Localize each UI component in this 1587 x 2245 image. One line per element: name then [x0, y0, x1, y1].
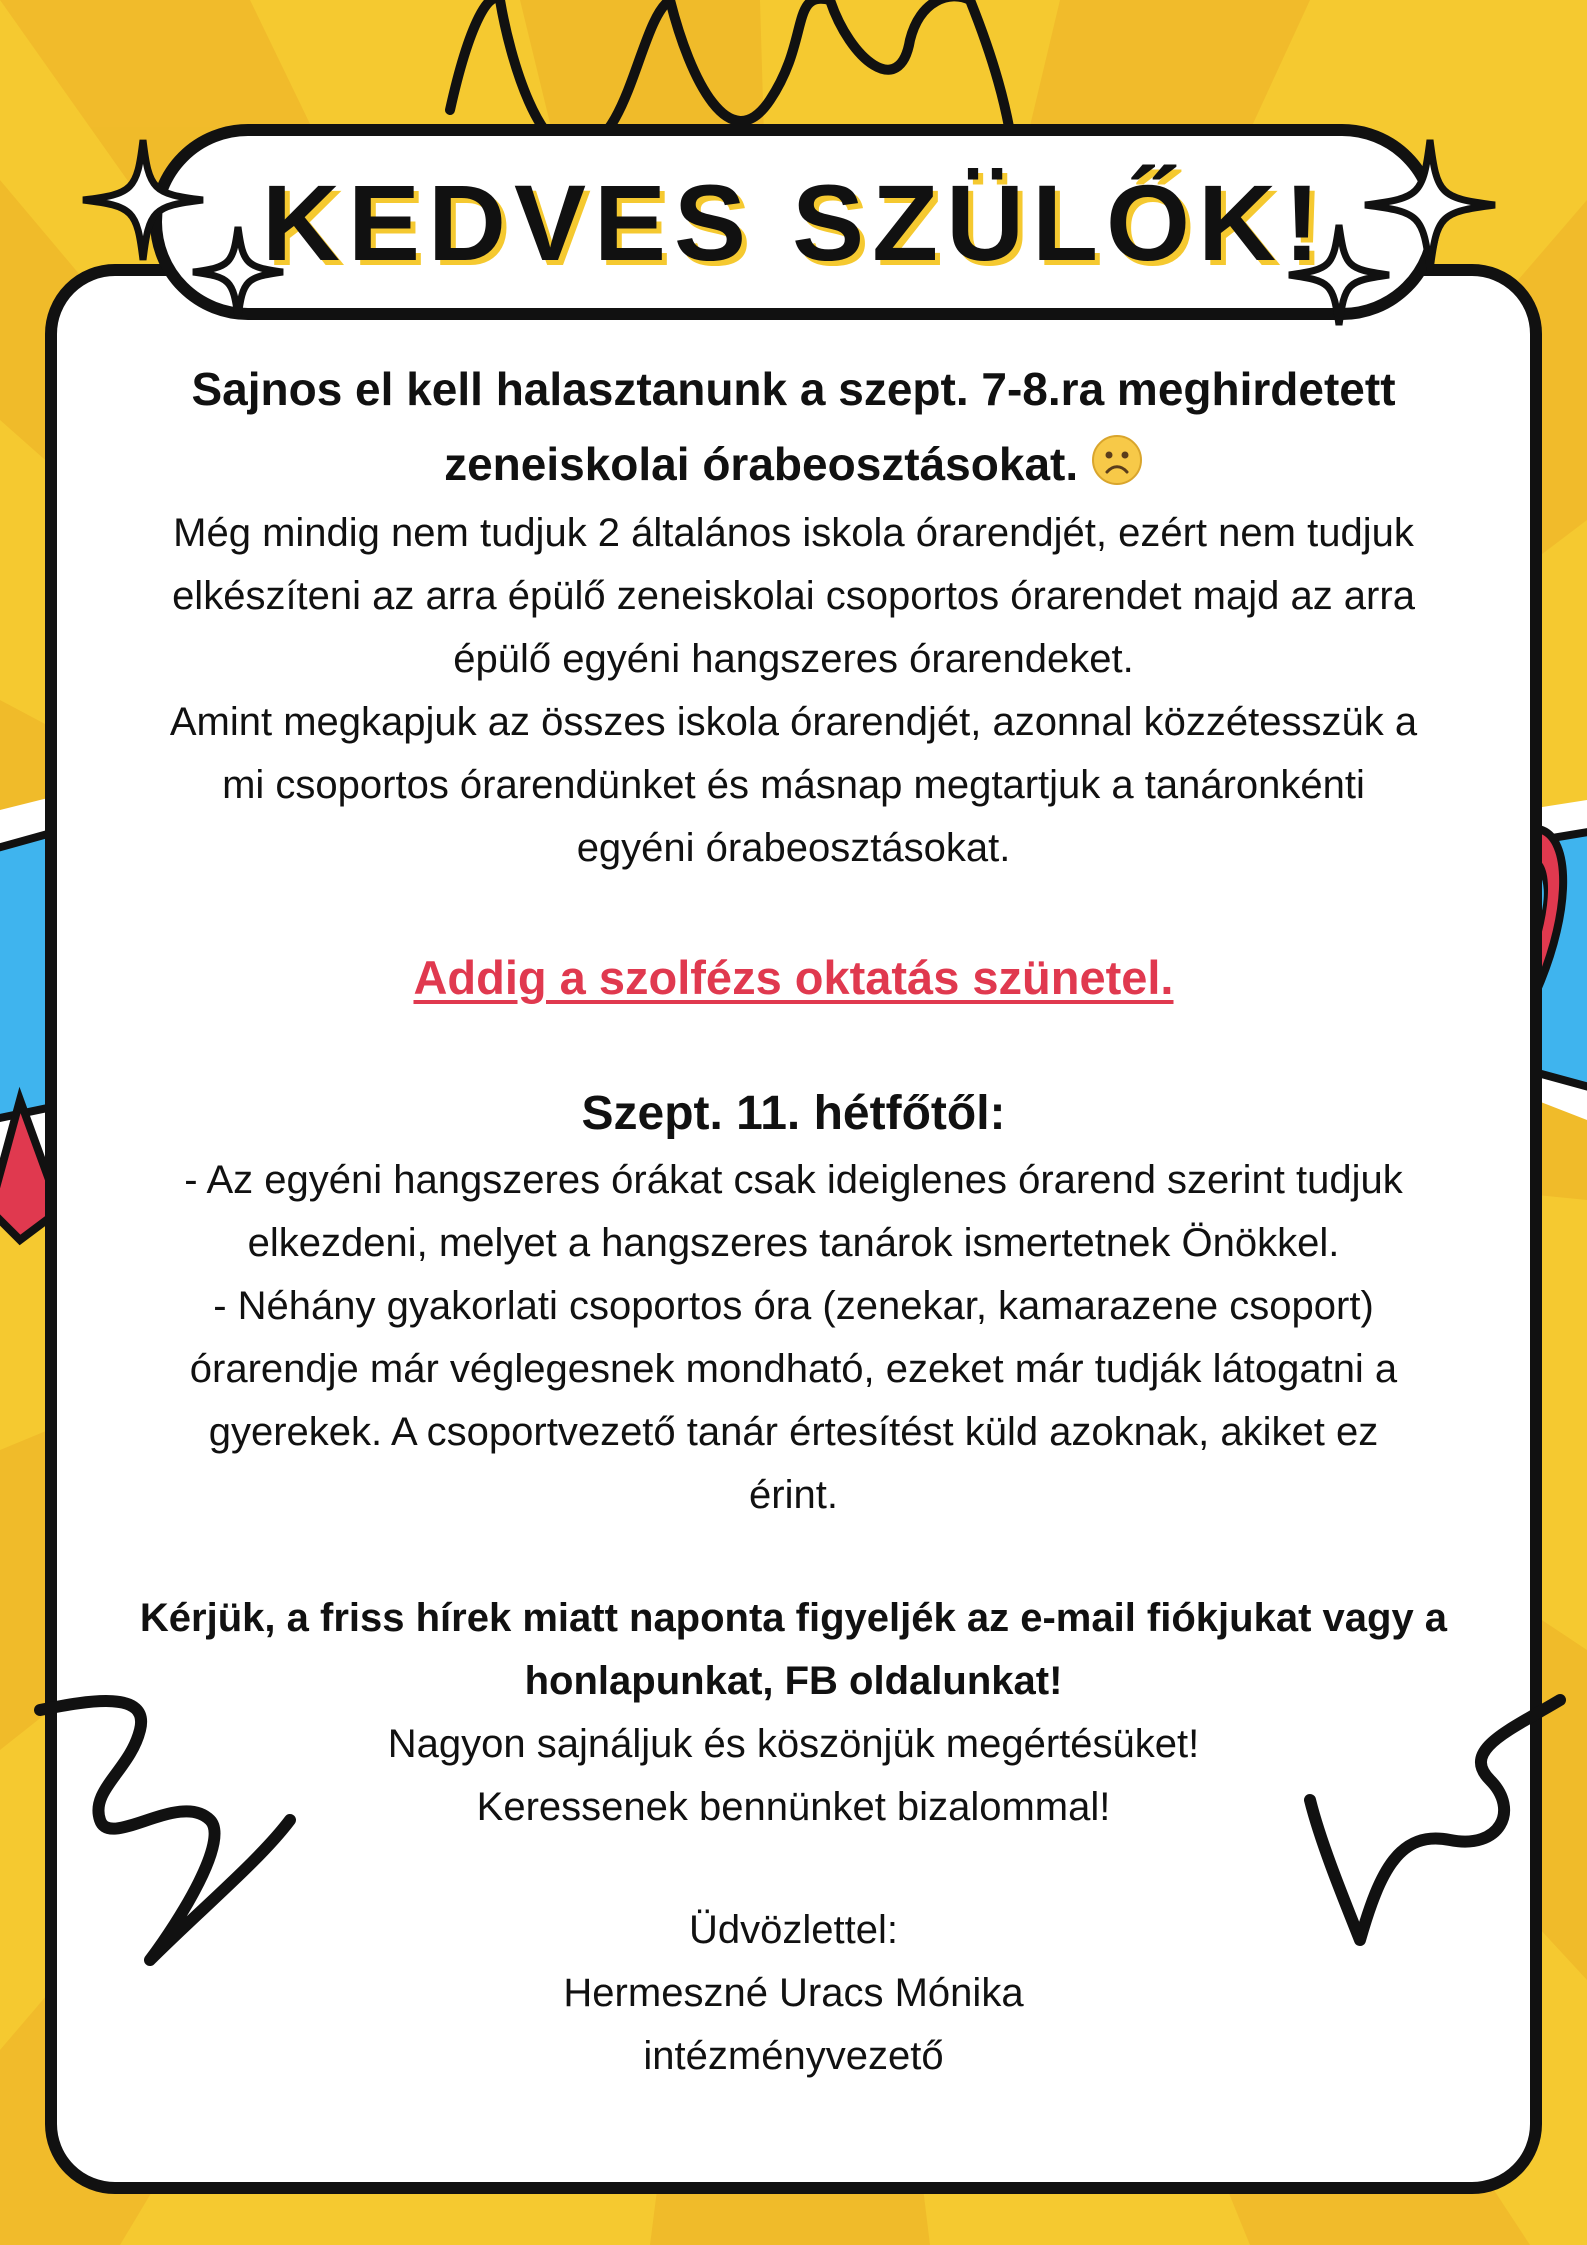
- notice-line: [70, 946, 1517, 1013]
- bullet-line: órarendje már véglegesnek mondható, ezeket már tudják látogatni a: [189, 1347, 1398, 1391]
- sparkle-icon: [188, 222, 288, 322]
- subheading: Szept. 11. hétfőtől:: [581, 1087, 1006, 1140]
- paragraph-1-line: Még mindig nem tudjuk 2 általános iskola órarendjét, ezért nem tudjuk: [173, 511, 1414, 555]
- paragraph-2-line: Amint megkapjuk az összes iskola órarendjét, azonnal közzétesszük a: [169, 700, 1418, 744]
- request-line-2: honlapunkat, FB oldalunkat!: [524, 1659, 1063, 1703]
- signature-greeting: Üdvözlettel:: [689, 1908, 898, 1952]
- bullet-line: - Az egyéni hangszeres órákat csak ideiglenes órarend szerint tudjuk: [184, 1158, 1403, 1202]
- slightly-frowning-face-icon: [1091, 434, 1143, 486]
- lead-line-1: Sajnos el kell halasztanunk a szept. 7-8.ra meghirdetett: [191, 363, 1396, 415]
- closing-line: Keressenek bennünket bizalommal!: [476, 1785, 1111, 1829]
- request-line-1: Kérjük, a friss hírek miatt naponta figyeljék az e-mail fiókjukat vagy a: [139, 1596, 1448, 1640]
- notice-text: Addig a szolfézs oktatás szünetel.: [413, 951, 1174, 1004]
- paragraph-2-line: egyéni órabeosztásokat.: [576, 826, 1011, 870]
- bullet-line: elkezdeni, melyet a hangszeres tanárok ismertetnek Önökkel.: [247, 1221, 1340, 1265]
- bullet-line: érint.: [749, 1473, 838, 1517]
- bullet-line: - Néhány gyakorlati csoportos óra (zenekar, kamarazene csoport): [213, 1284, 1374, 1328]
- announcement-body: [70, 352, 1517, 2088]
- paragraph-2-line: mi csoportos órarendünket és másnap megtartjuk a tanáronkénti: [222, 763, 1365, 807]
- lead-line-2-text: zeneiskolai órabeosztásokat.: [444, 438, 1079, 490]
- lead-line-2: [70, 427, 1517, 502]
- paragraph-1-line: elkészíteni az arra épülő zeneiskolai csoportos órarendet majd az arra: [172, 574, 1415, 618]
- signature-role: intézményvezető: [643, 2034, 944, 2078]
- paragraph-1-line: épülő egyéni hangszeres órarendeket.: [453, 637, 1134, 681]
- sparkle-icon: [1284, 220, 1394, 330]
- signature-name: Hermeszné Uracs Mónika: [563, 1971, 1024, 2015]
- closing-line: Nagyon sajnáljuk és köszönjük megértésüket!: [387, 1722, 1200, 1766]
- page-title: KEDVES SZÜLŐK!: [261, 161, 1329, 283]
- bullet-line: gyerekek. A csoportvezető tanár értesítést küld azoknak, akiket ez: [208, 1410, 1379, 1454]
